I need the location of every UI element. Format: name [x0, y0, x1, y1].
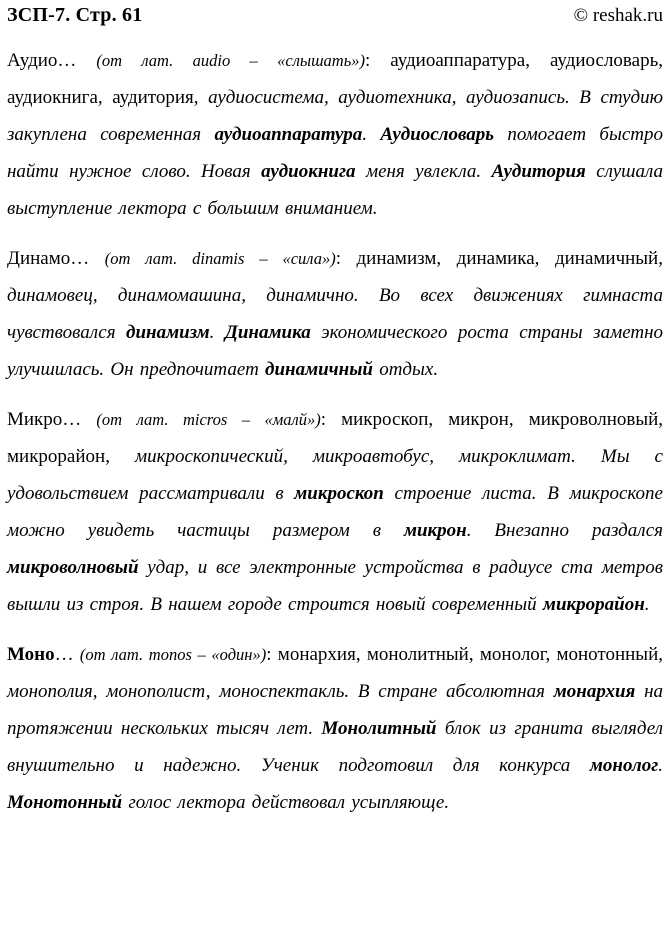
- text-run-bold-italic: микроволновый: [7, 557, 139, 578]
- text-run-bold-italic: микроскоп: [294, 483, 384, 504]
- text-run-normal: : динамизм, динамика, динамичный,: [335, 248, 663, 269]
- text-run-normal: : аудиоаппаратура, аудиословарь, аудиокнига, аудитория,: [7, 50, 664, 108]
- paragraph: [7, 401, 663, 623]
- text-run-italic: голос лектора действовал усыпляюще.: [122, 792, 450, 813]
- text-run-bold-italic: Монолитный: [321, 718, 437, 739]
- text-run-italic: слушала выступление лектора с большим вниманием.: [7, 161, 663, 219]
- text-run-italic: монополия, монополист, моноспектакль. В стране абсолютная: [7, 681, 554, 702]
- copyright-label: © reshak.ru: [573, 5, 663, 26]
- paragraph: [7, 42, 663, 227]
- text-run-latin: (от лат. micros – «малй»): [96, 410, 321, 429]
- paragraph: [7, 240, 663, 388]
- page-header: [7, 4, 663, 27]
- text-run-bold-italic: динамичный: [265, 359, 373, 380]
- text-run-normal: Микро…: [7, 409, 97, 430]
- page-title: ЗСП-7. Стр. 61: [7, 4, 143, 26]
- paragraph: [7, 636, 663, 821]
- text-run-italic: микроскопический, микроавтобус, микроклимат. Мы с удовольствием рассматривали в: [7, 446, 663, 504]
- text-run-italic: строение листа. В микроскопе можно увидеть частицы размером в: [7, 483, 663, 541]
- text-run-italic: .: [658, 755, 663, 776]
- text-run-italic: помогает быстро найти нужное слово. Новая: [7, 124, 663, 182]
- text-run-italic: . Внезапно раздался: [466, 520, 664, 541]
- text-run-normal: : монархия, монолитный, монолог, монотонный,: [266, 644, 663, 665]
- text-run-italic: удар, и все электронные устройства в радиусе ста метров вышли из строя. В нашем городе строится новый современный: [7, 557, 663, 615]
- text-run-normal: : микроскоп, микрон, микроволновый, микрорайон,: [7, 409, 664, 467]
- text-run-italic: на протяжении нескольких тысяч лет.: [7, 681, 663, 739]
- text-run-italic: .: [362, 124, 381, 145]
- text-run-normal: …: [54, 644, 80, 665]
- text-run-italic: аудиосистема, аудиотехника, аудиозапись. В студию закуплена современная: [7, 87, 664, 145]
- text-run-bold-italic: аудиоаппаратура: [214, 124, 363, 145]
- text-run-bold-italic: аудиокнига: [261, 161, 356, 182]
- text-run-bold-italic: микрорайон: [542, 594, 645, 615]
- text-run-bold-italic: Динамика: [224, 322, 311, 343]
- text-run-bold-italic: динамизм: [126, 322, 210, 343]
- text-run-bold-italic: Аудиословарь: [380, 124, 494, 145]
- text-run-italic: меня увлекла.: [355, 161, 492, 182]
- text-run-latin: (от лат. audio – «слышать»): [96, 51, 365, 70]
- text-run-normal: Динамо…: [7, 248, 105, 269]
- text-run-latin: (от лат. monos – «один»): [79, 645, 267, 664]
- text-run-italic: экономического роста страны заметно улучшилась. Он предпочитает: [7, 322, 664, 380]
- document-body: [7, 42, 663, 821]
- text-run-italic: отдых.: [372, 359, 439, 380]
- text-run-italic: блок из гранита выглядел внушительно и надежно. Ученик подготовил для конкурса: [7, 718, 663, 776]
- text-run-italic: .: [209, 322, 225, 343]
- text-run-bold: Моно: [7, 644, 55, 665]
- text-run-bold-italic: Аудитория: [491, 161, 586, 182]
- text-run-normal: Аудио…: [7, 50, 97, 71]
- text-run-latin: (от лат. dinamis – «сила»): [104, 249, 336, 268]
- text-run-italic: динамовец, динамомашина, динамично. Во всех движениях гимнаста чувствовался: [7, 285, 663, 343]
- text-run-italic: .: [644, 594, 650, 615]
- text-run-bold-italic: монолог: [589, 755, 659, 776]
- text-run-bold-italic: Монотонный: [7, 792, 123, 813]
- text-run-bold-italic: микрон: [403, 520, 467, 541]
- text-run-bold-italic: монархия: [553, 681, 636, 702]
